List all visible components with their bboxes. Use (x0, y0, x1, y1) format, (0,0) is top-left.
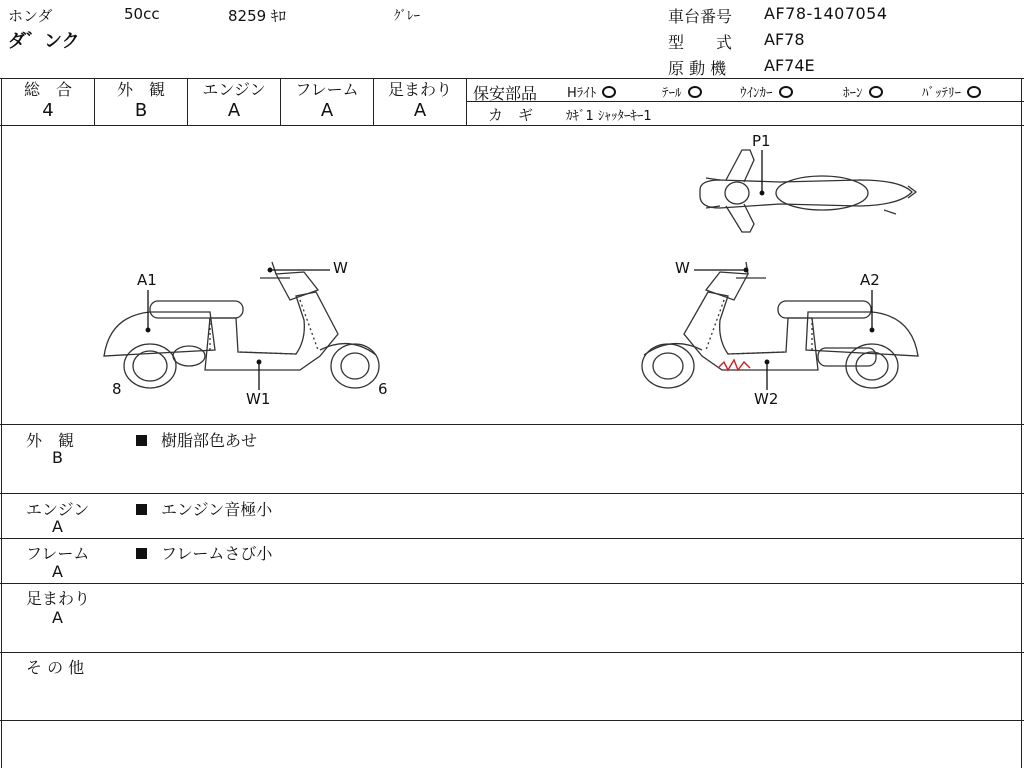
frame-number: AF78-1407054 (764, 4, 888, 23)
grade-label: 足まわり (387, 80, 452, 99)
grade-value: A (413, 100, 427, 121)
label-w-right: W (675, 259, 690, 277)
label-p1: P1 (752, 132, 771, 150)
section-grade: A (52, 517, 63, 536)
grade-label: エンジン (202, 80, 266, 99)
displacement: 50cc (124, 5, 160, 23)
section-grade: A (52, 608, 63, 627)
label-a1: A1 (137, 271, 157, 289)
section-label: 外 観 (26, 431, 75, 450)
color: ｸﾞﾚｰ (394, 9, 420, 24)
label-a2: A2 (860, 271, 880, 289)
keys-label: カ ギ (488, 106, 534, 124)
section-item-text: フレームさび小 (161, 544, 273, 563)
label-6: 6 (378, 380, 388, 398)
label-8: 8 (112, 380, 122, 398)
label-w-left: W (333, 259, 348, 277)
model-name: ダ゛ンク (8, 31, 80, 52)
engine-label: 原 動 機 (668, 59, 727, 78)
section-label: エンジン (26, 500, 90, 519)
section-grade: B (52, 448, 63, 467)
damage-mark (718, 360, 750, 370)
grade-label: 総 合 (23, 80, 72, 99)
grade-value: A (227, 100, 241, 121)
safety-item-label: ﾊﾞｯﾃﾘｰ (922, 86, 961, 101)
label-w2: W2 (754, 390, 779, 408)
section-label: 足まわり (26, 589, 91, 608)
safety-item-label: ﾃｰﾙ (662, 86, 682, 101)
grade-label: フレーム (295, 80, 359, 99)
section-item (136, 541, 272, 564)
section-item (136, 428, 257, 451)
safety-item-label: ﾎｰﾝ (843, 86, 863, 101)
leader-lines (146, 150, 874, 390)
maker: ホンダ (8, 7, 53, 25)
scooter-top-view (700, 150, 916, 232)
mileage: 8259 ｷﾛ (228, 7, 286, 25)
label-w1: W1 (246, 390, 271, 408)
grade-value: 4 (42, 100, 54, 121)
safety-title: 保安部品 (473, 84, 538, 103)
bullet-icon (136, 504, 147, 515)
grade-value: B (134, 100, 148, 121)
grade-value: A (320, 100, 334, 121)
section-grade: A (52, 562, 63, 581)
section-item-text: 樹脂部色あせ (161, 431, 258, 450)
safety-item-label: ｳｲﾝｶｰ (740, 86, 773, 101)
bullet-icon (136, 548, 147, 559)
type-value: AF78 (764, 30, 805, 49)
engine-value: AF74E (764, 56, 815, 75)
bullet-icon (136, 435, 147, 446)
keys-value: ｶｷﾞ1 ｼｬｯﾀｰｷｰ1 (566, 109, 652, 124)
section-label: フレーム (26, 544, 90, 563)
section-item (136, 497, 272, 520)
frame-number-label: 車台番号 (668, 7, 733, 26)
section-label: そ の 他 (26, 658, 85, 677)
grade-label: 外 観 (116, 80, 165, 99)
safety-item-label: Hﾗｲﾄ (567, 86, 597, 101)
section-item-text: エンジン音極小 (161, 500, 273, 519)
type-label: 型 式 (668, 33, 733, 52)
